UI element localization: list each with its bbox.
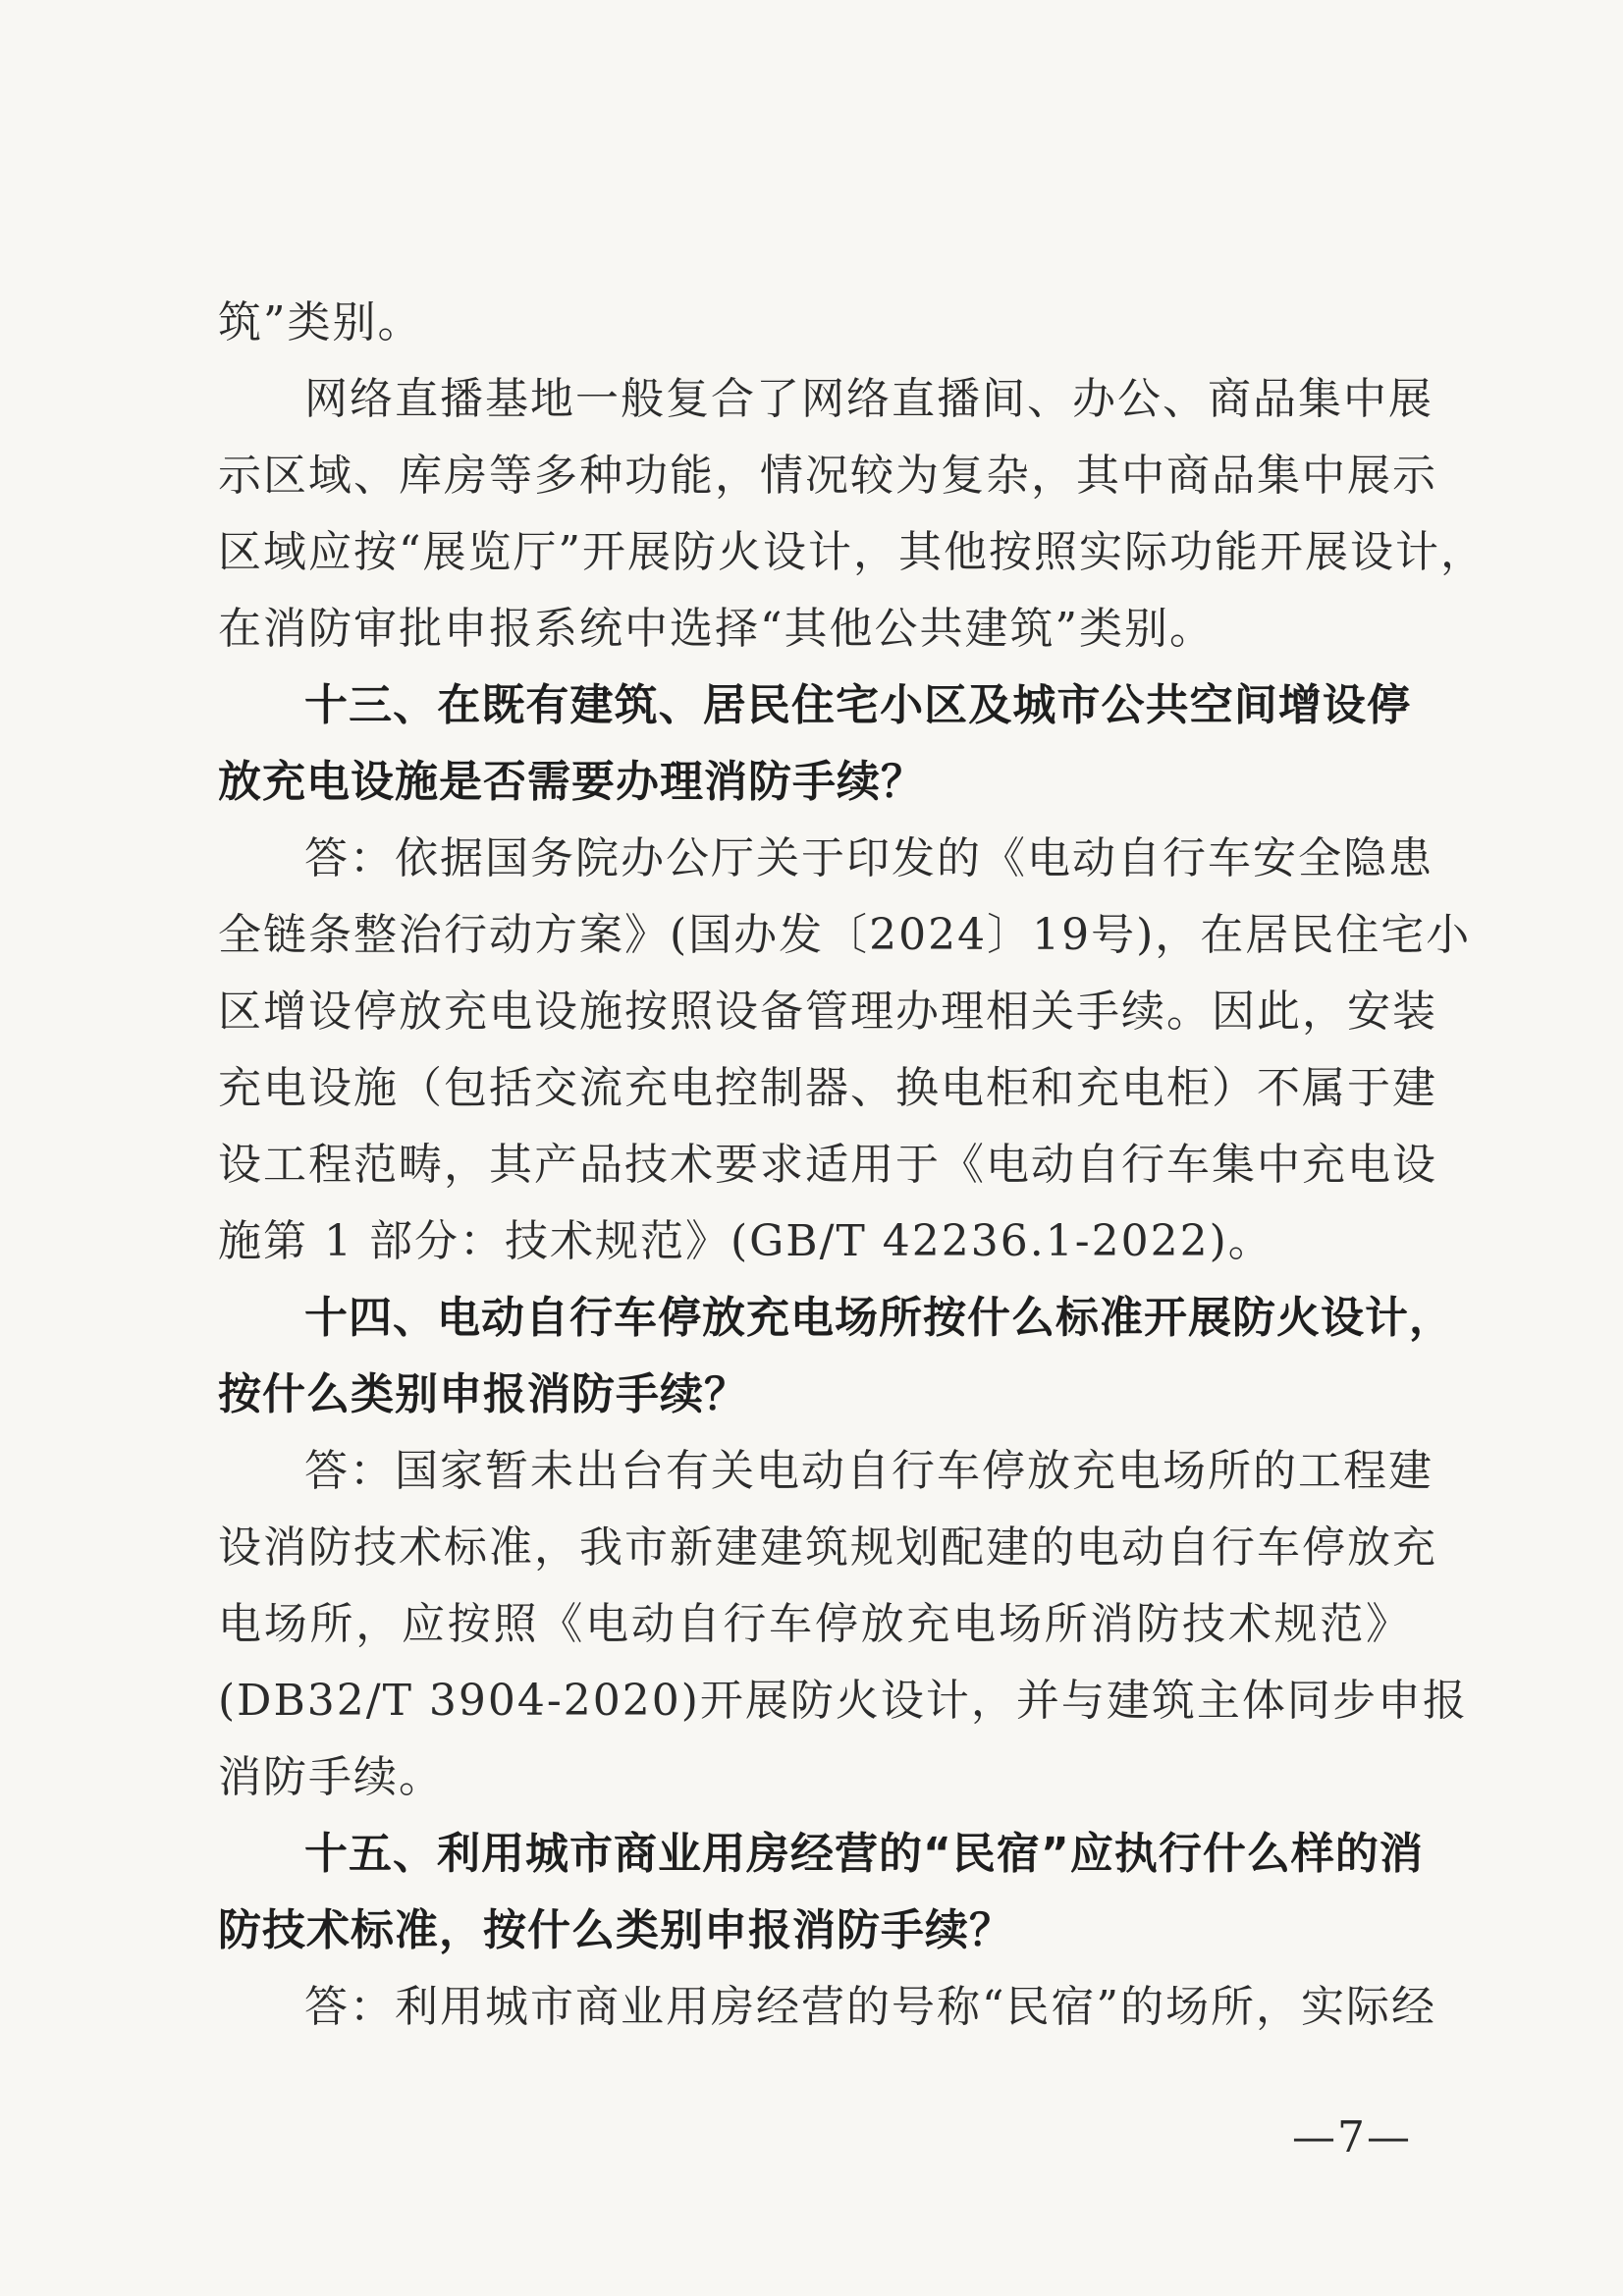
heading-line: 防技术标准，按什么类别申报消防手续？ [218,1905,1013,1955]
text-line: 区域应按“展览厅”开展防火设计，其他按照实际功能开展设计， [218,527,1486,577]
text-line: 施第 1 部分：技术规范》(GB/T 42236.1-2022)。 [218,1216,1273,1266]
text-line: 设工程范畴，其产品技术要求适用于《电动自行车集中充电设 [218,1140,1437,1190]
text-line: 网络直播基地一般复合了网络直播间、办公、商品集中展 [304,374,1434,424]
text-line: (DB32/T 3904-2020)开展防火设计，并与建筑主体同步申报 [218,1676,1468,1726]
text-line: 充电设施（包括交流充电控制器、换电柜和充电柜）不属于建 [218,1063,1437,1113]
heading-line: 十三、在既有建筑、居民住宅小区及城市公共空间增设停 [304,680,1411,730]
text-line: 在消防审批申报系统中选择“其他公共建筑”类别。 [218,604,1215,654]
page-number: —7— [1292,2112,1412,2163]
text-line: 答：国家暂未出台有关电动自行车停放充电场所的工程建 [304,1446,1434,1496]
text-line: 示区域、库房等多种功能，情况较为复杂，其中商品集中展示 [218,451,1437,501]
text-line: 设消防技术标准，我市新建建筑规划配建的电动自行车停放充 [218,1522,1437,1573]
heading-line: 放充电设施是否需要办理消防手续？ [218,757,925,807]
heading-line: 十五、利用城市商业用房经营的“民宿”应执行什么样的消 [304,1829,1424,1879]
heading-line: 按什么类别申报消防手续？ [218,1369,748,1419]
text-line: 消防手续。 [218,1752,444,1802]
document-body [218,285,1486,2046]
text-line: 答：利用城市商业用房经营的号称“民宿”的场所，实际经 [304,1982,1436,2032]
text-line: 区增设停放充电设施按照设备管理办理相关手续。因此，安装 [218,987,1437,1037]
text-line: 全链条整治行动方案》(国办发〔2024〕19号)，在居民住宅小 [218,910,1472,960]
heading-line: 十四、电动自行车停放充电场所按什么标准开展防火设计， [304,1293,1453,1343]
text-line: 筑”类别。 [218,297,423,347]
text-line: 电场所，应按照《电动自行车停放充电场所消防技术规范》 [218,1599,1411,1649]
text-line: 答：依据国务院办公厅关于印发的《电动自行车安全隐患 [304,833,1434,883]
